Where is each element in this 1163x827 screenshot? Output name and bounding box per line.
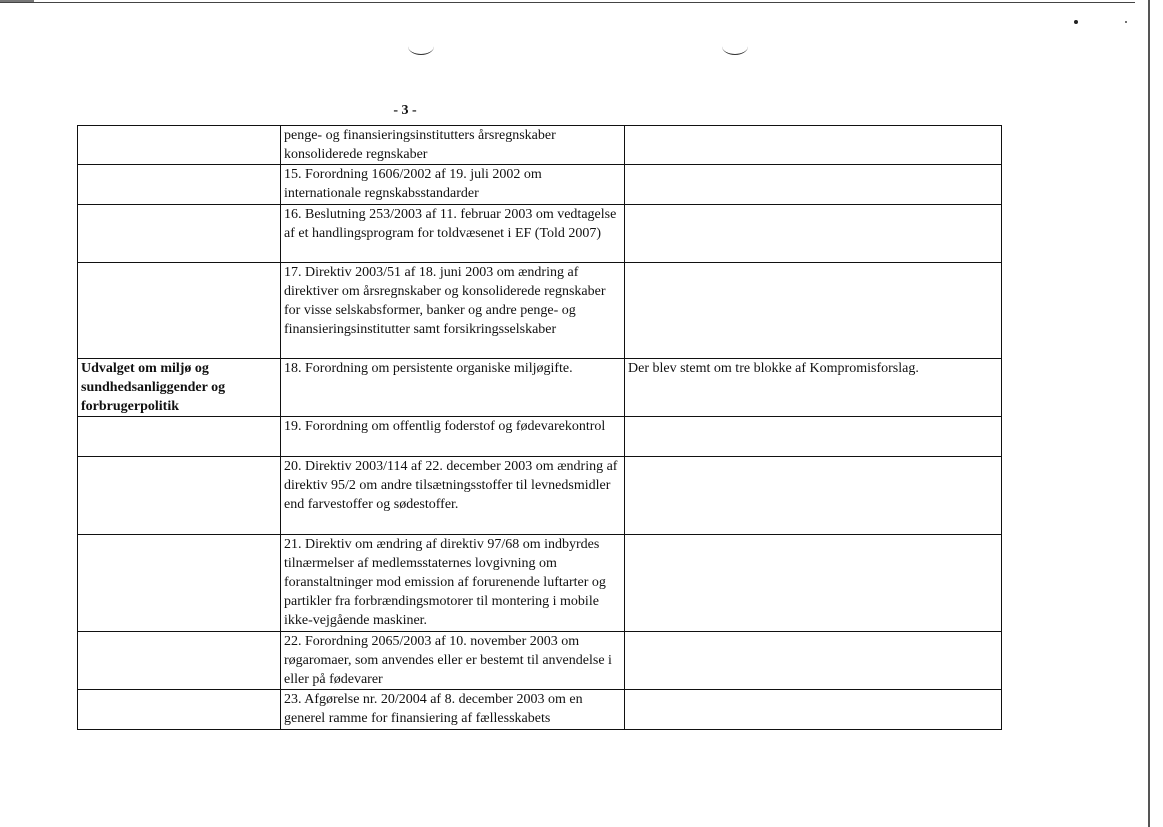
table-row (78, 690, 1002, 730)
punch-hole-mark (408, 38, 434, 55)
item-cell: penge- og finansieringsinstitutters årsregnskaber konsoliderede regnskaber (281, 126, 625, 165)
item-cell: 16. Beslutning 253/2003 af 11. februar 2003 om vedtagelse af et handlingsprogram for toldvæsenet i EF (Told 2007) (281, 205, 625, 263)
item-cell: 20. Direktiv 2003/114 af 22. december 2003 om ændring af direktiv 95/2 om andre tilsætningsstoffer til levnedsmidler end farvestoffer og sødestoffer. (281, 457, 625, 535)
page-number: - 3 - (393, 103, 417, 118)
note-cell (625, 690, 1002, 730)
note-cell (625, 165, 1002, 205)
item-cell: 18. Forordning om persistente organiske miljøgifte. (281, 359, 625, 417)
item-cell: 15. Forordning 1606/2002 af 19. juli 2002 om internationale regnskabsstandarder (281, 165, 625, 205)
committee-cell (78, 632, 281, 690)
note-cell (625, 126, 1002, 165)
item-cell: 17. Direktiv 2003/51 af 18. juni 2003 om ændring af direktiver om årsregnskaber og konsoliderede regnskaber for visse selskabsformer, banker og andre penge- og finansieringsinstitutter samt forsikringsselskaber (281, 263, 625, 359)
scan-speck (1125, 21, 1127, 23)
punch-hole-mark (722, 38, 748, 55)
committee-cell (78, 165, 281, 205)
committee-cell (78, 126, 281, 165)
committee-cell (78, 417, 281, 457)
table-row (78, 205, 1002, 263)
note-cell (625, 457, 1002, 535)
note-cell (625, 417, 1002, 457)
committee-cell: Udvalget om miljø og sundhedsanliggender og forbrugerpolitik (78, 359, 281, 417)
item-cell: 22. Forordning 2065/2003 af 10. november 2003 om røgaromaer, som anvendes eller er bestemt til anvendelse i eller på fødevarer (281, 632, 625, 690)
committee-cell (78, 535, 281, 632)
committee-cell (78, 690, 281, 730)
table-row (78, 417, 1002, 457)
note-cell (625, 205, 1002, 263)
item-cell: 23. Afgørelse nr. 20/2004 af 8. december 2003 om en generel ramme for finansiering af fællesskabets (281, 690, 625, 730)
table-row (78, 457, 1002, 535)
scan-right-edge (1148, 0, 1150, 827)
note-cell: Der blev stemt om tre blokke af Kompromisforslag. (625, 359, 1002, 417)
table-row (78, 632, 1002, 690)
table-row (78, 535, 1002, 632)
committee-cell (78, 457, 281, 535)
item-cell: 19. Forordning om offentlig foderstof og fødevarekontrol (281, 417, 625, 457)
table-row (78, 263, 1002, 359)
agenda-table (77, 125, 1002, 730)
table-row (78, 126, 1002, 165)
note-cell (625, 632, 1002, 690)
note-cell (625, 535, 1002, 632)
note-cell (625, 263, 1002, 359)
table-row (78, 359, 1002, 417)
table-row (78, 165, 1002, 205)
scan-top-edge (0, 2, 1135, 3)
committee-cell (78, 263, 281, 359)
scan-speck (1074, 20, 1078, 24)
item-cell: 21. Direktiv om ændring af direktiv 97/68 om indbyrdes tilnærmelser af medlemsstaternes lovgivning om foranstaltninger mod emission af forurenende luftarter og partikler fra forbrændingsmotorer til montering i mobile ikke-vejgående maskiner. (281, 535, 625, 632)
committee-cell (78, 205, 281, 263)
